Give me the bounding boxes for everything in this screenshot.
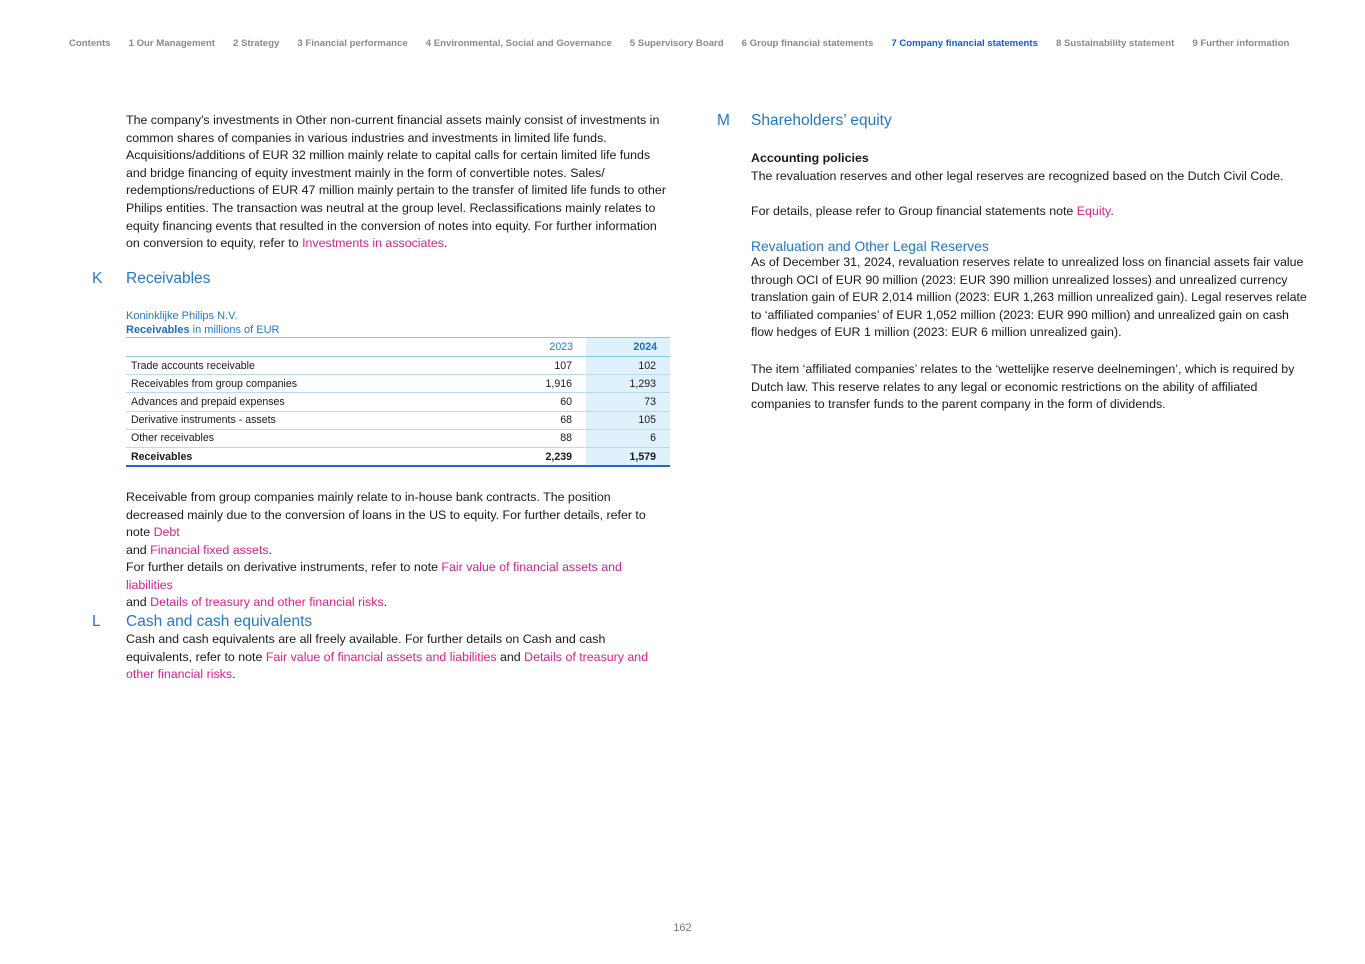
section-l-letter: L: [92, 613, 101, 630]
accounting-policies-text: The revaluation reserves and other legal reserves are recognized based on the Dutch Civil Code.: [751, 168, 1284, 183]
table-row: [126, 429, 670, 447]
details-block: [751, 203, 1311, 221]
header-2023: 2023: [502, 338, 586, 357]
table-header-row: [126, 338, 670, 357]
nav-esg[interactable]: 4 Environmental, Social and Governance: [425, 38, 612, 49]
row-label: Advances and prepaid expenses: [126, 393, 502, 411]
section-m-letter: M: [717, 112, 730, 129]
financial-fixed-assets-link[interactable]: Financial fixed assets: [150, 542, 269, 557]
row-label: Trade accounts receivable: [126, 357, 502, 375]
receivables-table-block: [126, 309, 670, 467]
reserves-block: [751, 239, 1311, 342]
nav-financial-performance[interactable]: 3 Financial performance: [297, 38, 408, 49]
intro-paragraph: The company's investments in Other non-current financial assets mainly consist of investments in common shares of companies in various industries and investments in limited life funds. Acquisitions/additions of EUR 32 million mainly relate to capital calls for certain limited life funds and bridge financing of equity investment mainly in the form of convertible notes. Sales/ redemptions/reductions of EUR 47 million mainly pertain to the transfer of limited life funds to other Philips entities. The transaction was neutral at the group level. Reclassifications mainly relates to equity financing events that resulted in the conversion of notes into equity. For further information on conversion to equity, refer to Investments in associates.: [126, 113, 666, 251]
receivables-table: [126, 337, 670, 467]
treasury-risks-link-2[interactable]: Details of treasury and other financial risks: [126, 649, 649, 682]
nav-sustainability-statement[interactable]: 8 Sustainability statement: [1055, 38, 1175, 49]
nav-company-financial-statements[interactable]: 7 Company financial statements: [891, 38, 1038, 49]
reserves-paragraph: As of December 31, 2024, revaluation reserves relate to unrealized loss on financial assets fair value through OCI of EUR 90 million (2023: EUR 390 million unrealized losses) and unrealized currency translation gain of EUR 2,014 million (2023: EUR 1,263 million unrealized gain). Legal reserves relate to ‘affiliated companies’ of EUR 1,052 million (2023: EUR 990 million) and unrealized gain on cash flow hedges of EUR 1 million (2023: EUR 6 million unrealized gain).: [751, 255, 1307, 340]
investments-in-associates-link[interactable]: Investments in associates: [302, 236, 444, 251]
header-2024: 2024: [586, 338, 670, 357]
row-value-2023: 60: [502, 393, 586, 411]
receivables-paragraph-2: For further details on derivative instruments, refer to note Fair value of financial assets and liabilities and Details of treasury and other financial risks.: [126, 560, 622, 610]
treasury-risks-link[interactable]: Details of treasury and other financial risks: [150, 595, 384, 610]
fair-value-link-2[interactable]: Fair value of financial assets and liabilities: [265, 649, 497, 664]
table-row: [126, 357, 670, 375]
total-value-2024: 1,579: [586, 447, 670, 466]
fair-value-link[interactable]: Fair value of financial assets and liabilities: [126, 560, 622, 592]
row-value-2024: 1,293: [586, 375, 670, 393]
accounting-policies-heading: Accounting policies: [751, 151, 869, 165]
section-k-letter: K: [92, 270, 103, 287]
total-label: Receivables: [126, 447, 502, 466]
receivables-para-2-block: [126, 559, 670, 612]
row-value-2023: 88: [502, 429, 586, 447]
nav-our-management[interactable]: 1 Our Management: [128, 38, 215, 49]
top-navigation: [69, 38, 1365, 49]
section-l-title: Cash and cash equivalents: [126, 613, 313, 630]
row-label: Receivables from group companies: [126, 375, 502, 393]
row-value-2024: 6: [586, 429, 670, 447]
row-value-2023: 107: [502, 357, 586, 375]
page-number: 162: [673, 922, 692, 934]
section-m-title: Shareholders’ equity: [751, 112, 892, 129]
intro-block: [126, 112, 670, 253]
row-value-2023: 68: [502, 411, 586, 429]
accounting-policies-block: [751, 150, 1311, 185]
receivables-paragraph-1: Receivable from group companies mainly relate to in-house bank contracts. The position decreased mainly due to the conversion of loans in the US to equity. For further details, refer to note Debt and Financial fixed assets.: [126, 490, 646, 557]
affiliated-paragraph: The item ‘affiliated companies’ relates to the ‘wettelijke reserve deelnemingen’, which is required by Dutch law. This reserve relates to any legal or economic restrictions on the ability of affiliated companies to transfer funds to the parent company in the form of dividends.: [751, 362, 1295, 412]
details-paragraph: For details, please refer to Group financial statements note Equity.: [751, 204, 1114, 218]
total-value-2023: 2,239: [502, 447, 586, 466]
row-value-2024: 73: [586, 393, 670, 411]
equity-link[interactable]: Equity: [1076, 204, 1111, 218]
table-company-caption: Koninklijke Philips N.V.: [126, 310, 238, 322]
table-row: [126, 393, 670, 411]
nav-further-information[interactable]: 9 Further information: [1192, 38, 1290, 49]
affiliated-block: [751, 361, 1311, 414]
header-label-cell: [126, 338, 502, 357]
nav-supervisory-board[interactable]: 5 Supervisory Board: [629, 38, 724, 49]
section-k-title: Receivables: [126, 270, 211, 287]
table-title-caption: Receivables in millions of EUR: [126, 324, 280, 336]
row-label: Other receivables: [126, 429, 502, 447]
cash-paragraph: Cash and cash equivalents are all freely available. For further details on Cash and cash equivalents, refer to note Fair value of financial assets and liabilities and Details of treasury and other financial risks.: [126, 632, 649, 682]
table-total-row: [126, 447, 670, 466]
row-value-2024: 102: [586, 357, 670, 375]
receivables-para-1-block: [126, 489, 670, 559]
nav-strategy[interactable]: 2 Strategy: [232, 38, 280, 49]
row-value-2023: 1,916: [502, 375, 586, 393]
table-row: [126, 375, 670, 393]
nav-group-financial-statements[interactable]: 6 Group financial statements: [741, 38, 874, 49]
table-row: [126, 411, 670, 429]
row-value-2024: 105: [586, 411, 670, 429]
cash-block: [126, 631, 670, 684]
nav-contents[interactable]: Contents: [69, 38, 111, 49]
row-label: Derivative instruments - assets: [126, 411, 502, 429]
reserves-heading: Revaluation and Other Legal Reserves: [751, 239, 989, 254]
debt-link[interactable]: Debt: [153, 525, 180, 540]
